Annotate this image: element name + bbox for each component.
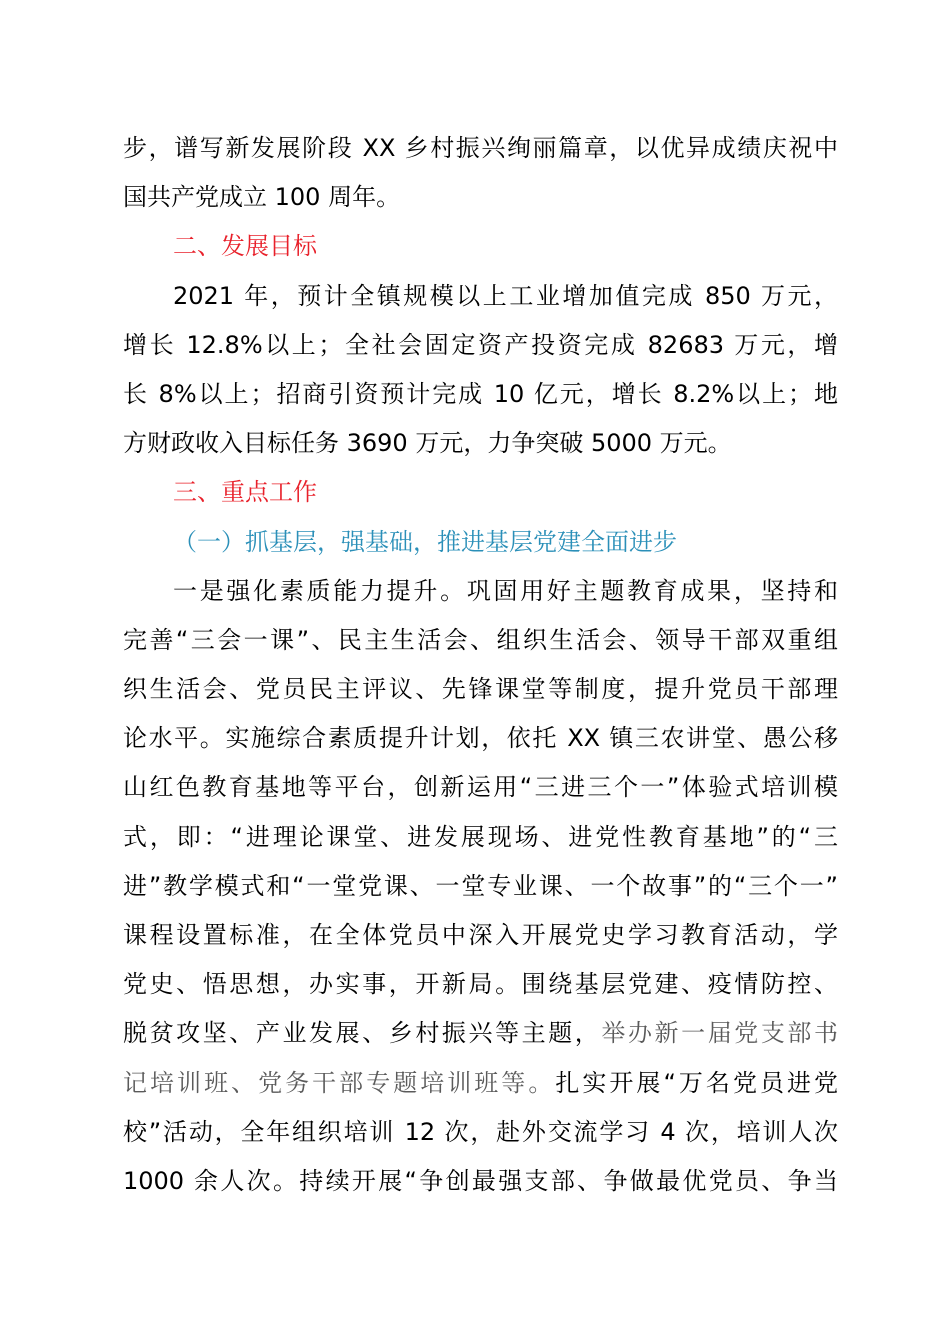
text-line: 完善“三会一课”、民主生活会、组织生活会、领导干部双重组: [123, 625, 838, 654]
paragraph-goals: [123, 272, 838, 469]
text-line: 式，即：“进理论课堂、进发展现场、进党性教育基地”的“三: [123, 822, 838, 851]
subsection-heading-party-building: （一）抓基层，强基础，推进基层党建全面进步: [173, 527, 677, 556]
paragraph-capacity-building: [123, 567, 838, 1206]
paragraph-intro-continuation: [123, 124, 838, 222]
text-line: 步，谱写新发展阶段 XX 乡村振兴绚丽篇章，以优异成绩庆祝中: [123, 134, 838, 162]
text-line: 进”教学模式和“一堂党课、一堂专业课、一个故事”的“三个一”: [123, 871, 838, 900]
text-line: 校”活动，全年组织培训 12 次，赴外交流学习 4 次，培训人次: [123, 1117, 838, 1146]
text-line: 国共产党成立 100 周年。: [123, 183, 401, 212]
section-heading-goals: 二、发展目标: [173, 232, 317, 261]
section-heading-key-work: 三、重点工作: [173, 478, 317, 507]
text-line: 2021 年，预计全镇规模以上工业增加值完成 850 万元，: [173, 281, 838, 310]
text-line: 增长 12.8%以上；全社会固定资产投资完成 82683 万元，增: [123, 330, 838, 359]
text-line: 山红色教育基地等平台，创新运用“三进三个一”体验式培训模: [123, 773, 838, 802]
text-line: 长 8%以上；招商引资预计完成 10 亿元，增长 8.2%以上；地: [123, 379, 838, 408]
text-segment-muted: 举办新一届党支部书: [601, 1019, 839, 1048]
text-line-mixed: [123, 1059, 838, 1108]
text-line-mixed: [123, 1009, 838, 1058]
text-line: 织生活会、党员民主评议、先锋课堂等制度，提升党员干部理: [123, 675, 838, 704]
text-line: 课程设置标准，在全体党员中深入开展党史学习教育活动，学: [123, 921, 838, 949]
text-segment-muted: 记培训班、党务干部专题培训班等。: [123, 1068, 556, 1097]
document-page: [123, 124, 838, 1206]
text-line: 1000 余人次。持续开展“争创最强支部、争做最优党员、争当: [123, 1166, 838, 1195]
text-segment: 脱贫攻坚、产业发展、乡村振兴等主题，: [123, 1019, 602, 1048]
text-segment: 扎实开展“万名党员进党: [555, 1068, 839, 1097]
text-line: 一是强化素质能力提升。巩固用好主题教育成果，坚持和: [173, 576, 838, 605]
text-line: 党史、悟思想，办实事，开新局。围绕基层党建、疫情防控、: [123, 970, 838, 999]
text-line: 论水平。实施综合素质提升计划，依托 XX 镇三农讲堂、愚公移: [123, 724, 838, 753]
text-line: 方财政收入目标任务 3690 万元，力争突破 5000 万元。: [123, 429, 732, 458]
